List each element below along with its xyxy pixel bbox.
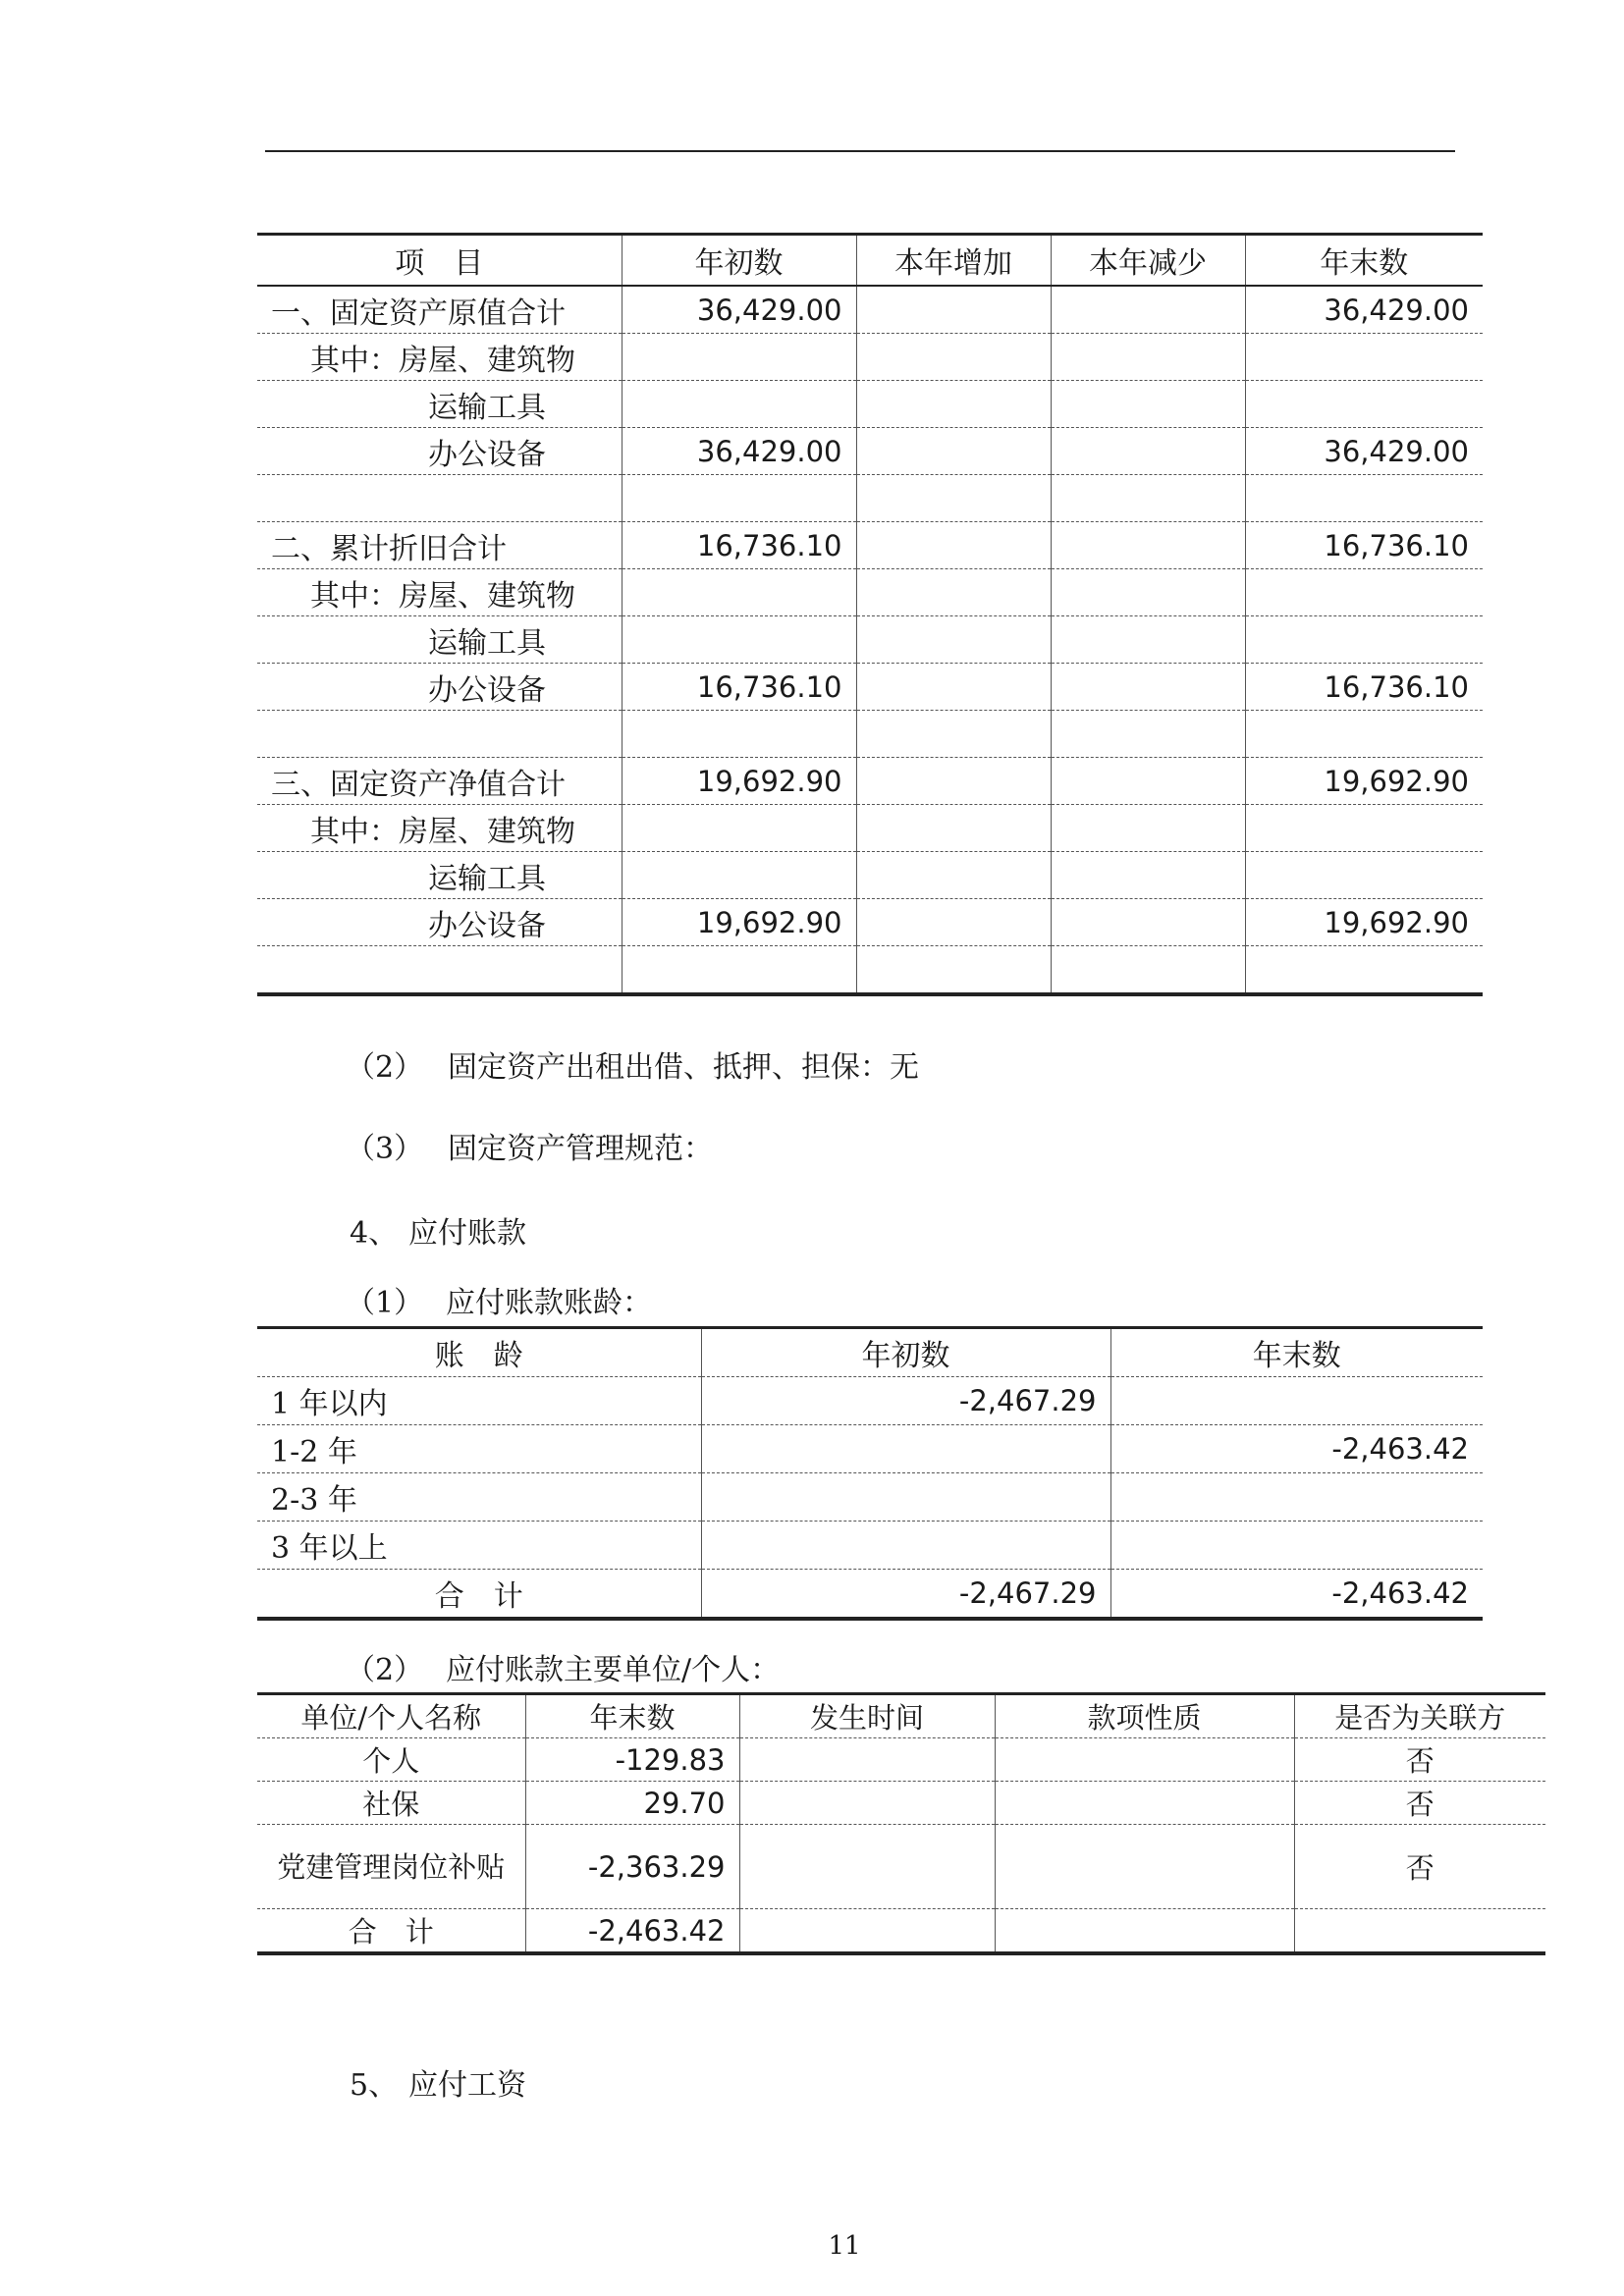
header-related: 是否为关联方 [1294, 1694, 1545, 1738]
row-decrease [1051, 522, 1245, 569]
units-number: （2） [346, 1653, 424, 1687]
row-label: 其中：房屋、建筑物 [257, 334, 622, 381]
row-decrease [1051, 286, 1245, 334]
row-end [1245, 805, 1483, 852]
row-decrease [1051, 899, 1245, 946]
row-label: 其中：房屋、建筑物 [257, 805, 622, 852]
row-time [739, 1738, 995, 1782]
row-end [1245, 381, 1483, 428]
section-4-heading [350, 1208, 526, 1252]
row-begin [622, 805, 856, 852]
row-related: 否 [1294, 1782, 1545, 1825]
table-row [257, 1473, 1483, 1522]
table-header-row [257, 1328, 1483, 1377]
table-row [257, 1782, 1545, 1825]
section-4-title: 应付账款 [408, 1216, 526, 1251]
row-end [1110, 1377, 1483, 1425]
table-row [257, 711, 1483, 758]
table-row [257, 1522, 1483, 1570]
row-end [1245, 946, 1483, 995]
row-label: 办公设备 [257, 664, 622, 711]
table-row [257, 664, 1483, 711]
header-time: 发生时间 [739, 1694, 995, 1738]
row-increase [856, 475, 1051, 522]
header-end: 年末数 [1110, 1328, 1483, 1377]
row-begin [701, 1473, 1110, 1522]
row-begin: 36,429.00 [622, 428, 856, 475]
management-text: 固定资产管理规范： [448, 1132, 713, 1166]
total-nature [995, 1909, 1294, 1954]
table-row [257, 946, 1483, 995]
lease-text: 固定资产出租出借、抵押、担保：无 [448, 1050, 919, 1085]
row-decrease [1051, 569, 1245, 616]
header-end: 年末数 [1245, 235, 1483, 287]
row-decrease [1051, 381, 1245, 428]
units-paragraph [346, 1645, 780, 1688]
row-end: 16,736.10 [1245, 664, 1483, 711]
header-item: 项 目 [257, 235, 622, 287]
row-label [257, 711, 622, 758]
row-decrease [1051, 428, 1245, 475]
row-end [1110, 1522, 1483, 1570]
lease-number: （2） [346, 1050, 424, 1085]
table-row [257, 805, 1483, 852]
header-aging: 账 龄 [257, 1328, 701, 1377]
row-label: 运输工具 [257, 852, 622, 899]
row-label: 3 年以上 [257, 1522, 701, 1570]
table-row [257, 852, 1483, 899]
table-row [257, 1738, 1545, 1782]
row-decrease [1051, 758, 1245, 805]
table-row [257, 522, 1483, 569]
row-label: 1-2 年 [257, 1425, 701, 1473]
row-label: 办公设备 [257, 428, 622, 475]
row-label: 2-3 年 [257, 1473, 701, 1522]
row-nature [995, 1825, 1294, 1909]
row-increase [856, 711, 1051, 758]
table-row [257, 475, 1483, 522]
units-text: 应付账款主要单位/个人： [446, 1653, 781, 1687]
row-amount: -2,363.29 [525, 1825, 739, 1909]
row-increase [856, 522, 1051, 569]
header-begin: 年初数 [701, 1328, 1110, 1377]
table-header-row [257, 1694, 1545, 1738]
row-name: 社保 [257, 1782, 525, 1825]
row-increase [856, 805, 1051, 852]
row-decrease [1051, 711, 1245, 758]
row-end [1110, 1473, 1483, 1522]
fixed-assets-table [257, 233, 1483, 996]
row-decrease [1051, 805, 1245, 852]
row-begin [622, 946, 856, 995]
table-row [257, 428, 1483, 475]
lease-paragraph [346, 1042, 919, 1086]
row-begin: 19,692.90 [622, 899, 856, 946]
row-increase [856, 664, 1051, 711]
header-nature: 款项性质 [995, 1694, 1294, 1738]
row-name: 个人 [257, 1738, 525, 1782]
table-row [257, 1425, 1483, 1473]
row-nature [995, 1782, 1294, 1825]
total-amount: -2,463.42 [525, 1909, 739, 1954]
row-label: 1 年以内 [257, 1377, 701, 1425]
row-begin: 16,736.10 [622, 522, 856, 569]
table-row [257, 758, 1483, 805]
payables-units-table [257, 1692, 1545, 1955]
table-row [257, 381, 1483, 428]
table-row [257, 616, 1483, 664]
row-label: 二、累计折旧合计 [257, 522, 622, 569]
section-5-title: 应付工资 [408, 2068, 526, 2103]
row-decrease [1051, 475, 1245, 522]
table-header-row [257, 235, 1483, 287]
table-total-row [257, 1909, 1545, 1954]
row-time [739, 1825, 995, 1909]
row-begin [622, 475, 856, 522]
row-label: 三、固定资产净值合计 [257, 758, 622, 805]
row-increase [856, 616, 1051, 664]
row-end: 19,692.90 [1245, 758, 1483, 805]
row-begin [622, 569, 856, 616]
row-increase [856, 334, 1051, 381]
table-row [257, 286, 1483, 334]
row-end [1245, 334, 1483, 381]
payables-aging-table [257, 1326, 1483, 1621]
table-row [257, 899, 1483, 946]
aging-number: （1） [346, 1286, 424, 1320]
row-increase [856, 381, 1051, 428]
row-label: 一、固定资产原值合计 [257, 286, 622, 334]
management-number: （3） [346, 1132, 424, 1166]
row-amount: 29.70 [525, 1782, 739, 1825]
header-rule [265, 150, 1455, 152]
header-begin: 年初数 [622, 235, 856, 287]
row-begin [622, 852, 856, 899]
row-decrease [1051, 852, 1245, 899]
total-related [1294, 1909, 1545, 1954]
aging-text: 应付账款账龄： [446, 1286, 652, 1320]
row-related: 否 [1294, 1825, 1545, 1909]
row-time [739, 1782, 995, 1825]
table-row [257, 569, 1483, 616]
row-end [1245, 569, 1483, 616]
row-decrease [1051, 334, 1245, 381]
row-end: 16,736.10 [1245, 522, 1483, 569]
row-nature [995, 1738, 1294, 1782]
row-end: 19,692.90 [1245, 899, 1483, 946]
row-increase [856, 758, 1051, 805]
row-increase [856, 569, 1051, 616]
header-increase: 本年增加 [856, 235, 1051, 287]
row-begin [701, 1522, 1110, 1570]
row-begin: 16,736.10 [622, 664, 856, 711]
row-increase [856, 286, 1051, 334]
total-label: 合 计 [434, 1579, 523, 1614]
page-number: 11 [828, 2231, 861, 2261]
header-decrease: 本年减少 [1051, 235, 1245, 287]
table-total-row [257, 1570, 1483, 1620]
row-increase [856, 899, 1051, 946]
row-end: 36,429.00 [1245, 428, 1483, 475]
table-row [257, 1377, 1483, 1425]
row-increase [856, 946, 1051, 995]
section-4-number: 4、 [350, 1216, 399, 1251]
row-decrease [1051, 946, 1245, 995]
header-amount: 年末数 [525, 1694, 739, 1738]
row-end [1245, 616, 1483, 664]
row-amount: -129.83 [525, 1738, 739, 1782]
table-row [257, 334, 1483, 381]
row-label: 运输工具 [257, 381, 622, 428]
row-name: 党建管理岗位补贴 [257, 1825, 525, 1909]
aging-paragraph [346, 1278, 652, 1321]
section-5-heading [350, 2060, 526, 2104]
row-begin [622, 334, 856, 381]
row-end [1245, 711, 1483, 758]
row-begin: 19,692.90 [622, 758, 856, 805]
row-decrease [1051, 664, 1245, 711]
row-increase [856, 852, 1051, 899]
row-label: 运输工具 [257, 616, 622, 664]
row-decrease [1051, 616, 1245, 664]
section-5-number: 5、 [350, 2068, 399, 2103]
row-label [257, 475, 622, 522]
total-label: 合 计 [348, 1915, 434, 1949]
row-begin [622, 711, 856, 758]
table-row [257, 1825, 1545, 1909]
management-paragraph [346, 1124, 713, 1167]
row-end: -2,463.42 [1110, 1425, 1483, 1473]
row-begin [622, 616, 856, 664]
total-time [739, 1909, 995, 1954]
row-end [1245, 852, 1483, 899]
row-end: 36,429.00 [1245, 286, 1483, 334]
row-begin: 36,429.00 [622, 286, 856, 334]
total-end: -2,463.42 [1110, 1570, 1483, 1620]
row-begin [622, 381, 856, 428]
row-increase [856, 428, 1051, 475]
row-begin [701, 1425, 1110, 1473]
row-related: 否 [1294, 1738, 1545, 1782]
header-name: 单位/个人名称 [257, 1694, 525, 1738]
row-label: 办公设备 [257, 899, 622, 946]
row-label: 其中：房屋、建筑物 [257, 569, 622, 616]
total-begin: -2,467.29 [701, 1570, 1110, 1620]
row-end [1245, 475, 1483, 522]
row-label [257, 946, 622, 995]
row-begin: -2,467.29 [701, 1377, 1110, 1425]
